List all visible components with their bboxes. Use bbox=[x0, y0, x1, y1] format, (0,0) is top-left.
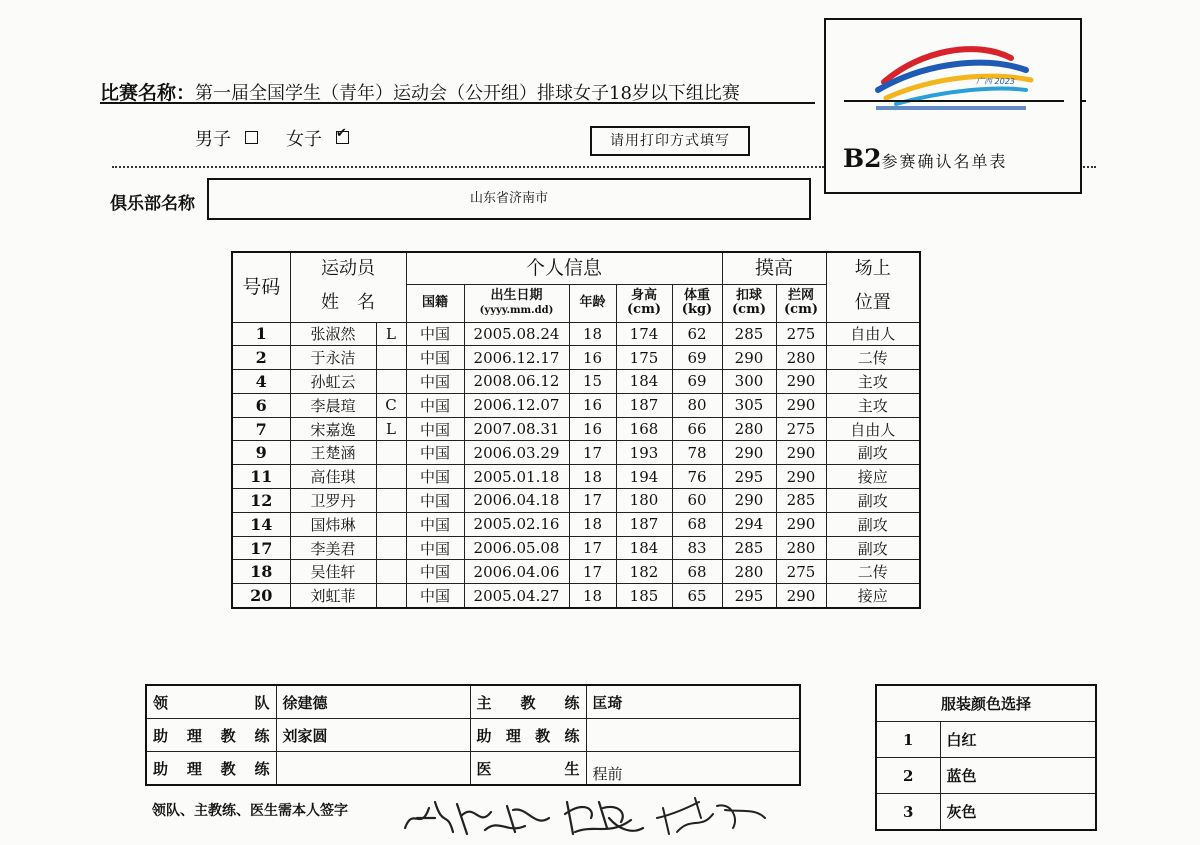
player-birth-date: 2006.04.06 bbox=[464, 560, 569, 584]
uniform-color-name[interactable]: 白红 bbox=[940, 722, 1096, 758]
uniform-color-table bbox=[875, 684, 1097, 831]
player-birth-date: 2006.03.29 bbox=[464, 441, 569, 465]
player-number: 6 bbox=[232, 393, 290, 417]
signature-doctor bbox=[657, 798, 765, 834]
label-char: 医 bbox=[476, 759, 492, 778]
header-birth: 出生日期 (yyyy.mm.dd) bbox=[464, 284, 569, 322]
header-age: 年龄 bbox=[569, 284, 616, 322]
player-block-reach: 275 bbox=[776, 322, 826, 346]
dotted-divider-right bbox=[1080, 166, 1096, 168]
logo-underline bbox=[844, 100, 1064, 102]
player-birth-date: 2006.04.18 bbox=[464, 489, 569, 513]
player-nationality: 中国 bbox=[406, 560, 464, 584]
player-spike-reach: 300 bbox=[722, 370, 776, 394]
table-row bbox=[232, 417, 920, 441]
player-name: 高佳琪 bbox=[290, 465, 376, 489]
player-height: 175 bbox=[616, 346, 672, 370]
player-name: 吴佳轩 bbox=[290, 560, 376, 584]
player-number: 17 bbox=[232, 536, 290, 560]
player-height: 182 bbox=[616, 560, 672, 584]
assistant-coach-1-value[interactable]: 刘家圆 bbox=[276, 719, 470, 752]
player-age: 15 bbox=[569, 370, 616, 394]
header-name: 姓 名 bbox=[290, 284, 406, 322]
label-char: 练 bbox=[564, 726, 580, 745]
player-spike-reach: 305 bbox=[722, 393, 776, 417]
form-title: 参赛确认名单表 bbox=[881, 152, 1008, 171]
header-nationality: 国籍 bbox=[406, 284, 464, 322]
uniform-color-number: 3 bbox=[876, 794, 940, 831]
uniform-color-options bbox=[876, 722, 1096, 831]
svg-text:广西 2023: 广西 2023 bbox=[976, 77, 1015, 86]
player-age: 18 bbox=[569, 512, 616, 536]
player-number: 14 bbox=[232, 512, 290, 536]
header-position-2: 位置 bbox=[826, 284, 920, 322]
player-number: 4 bbox=[232, 370, 290, 394]
label-char: 教 bbox=[220, 726, 236, 745]
player-birth-date: 2007.08.31 bbox=[464, 417, 569, 441]
player-nationality: 中国 bbox=[406, 370, 464, 394]
player-position: 二传 bbox=[826, 560, 920, 584]
label-char: 练 bbox=[254, 759, 270, 778]
table-row bbox=[232, 489, 920, 513]
table-row bbox=[232, 322, 920, 346]
player-role bbox=[376, 441, 406, 465]
player-role bbox=[376, 346, 406, 370]
player-nationality: 中国 bbox=[406, 584, 464, 608]
player-age: 16 bbox=[569, 393, 616, 417]
player-age: 18 bbox=[569, 465, 616, 489]
label-char: 理 bbox=[186, 726, 202, 745]
player-height: 180 bbox=[616, 489, 672, 513]
player-position: 接应 bbox=[826, 465, 920, 489]
table-row bbox=[232, 560, 920, 584]
staff-table bbox=[145, 684, 801, 786]
header-number: 号码 bbox=[232, 252, 290, 322]
player-height: 193 bbox=[616, 441, 672, 465]
female-label: 女子 bbox=[286, 129, 322, 150]
player-position: 二传 bbox=[826, 346, 920, 370]
signature-area[interactable] bbox=[395, 788, 785, 844]
table-row bbox=[232, 536, 920, 560]
player-birth-date: 2005.08.24 bbox=[464, 322, 569, 346]
player-age: 18 bbox=[569, 322, 616, 346]
player-block-reach: 280 bbox=[776, 346, 826, 370]
title-underline bbox=[100, 102, 815, 104]
player-spike-reach: 295 bbox=[722, 465, 776, 489]
label-char: 练 bbox=[564, 693, 580, 712]
player-name: 李晨瑄 bbox=[290, 393, 376, 417]
player-weight: 65 bbox=[672, 584, 722, 608]
header-athlete: 运动员 bbox=[290, 252, 406, 284]
player-name: 王楚涵 bbox=[290, 441, 376, 465]
label-char: 教 bbox=[220, 759, 236, 778]
player-spike-reach: 285 bbox=[722, 536, 776, 560]
header-position-1: 场上 bbox=[826, 252, 920, 284]
player-spike-reach: 280 bbox=[722, 417, 776, 441]
table-row bbox=[232, 512, 920, 536]
uniform-color-number: 1 bbox=[876, 722, 940, 758]
player-weight: 83 bbox=[672, 536, 722, 560]
leader-value[interactable]: 徐建德 bbox=[276, 685, 470, 719]
player-role bbox=[376, 465, 406, 489]
player-birth-date: 2006.12.07 bbox=[464, 393, 569, 417]
label-char: 主 bbox=[476, 693, 492, 712]
player-height: 174 bbox=[616, 322, 672, 346]
table-row bbox=[232, 441, 920, 465]
player-position: 接应 bbox=[826, 584, 920, 608]
player-role: C bbox=[376, 393, 406, 417]
games-logo-icon bbox=[826, 20, 1080, 130]
player-weight: 69 bbox=[672, 346, 722, 370]
header-weight: 体重 (kg) bbox=[672, 284, 722, 322]
head-coach-value[interactable]: 匡琦 bbox=[586, 685, 800, 719]
club-name-field[interactable]: 山东省济南市 bbox=[207, 178, 811, 220]
player-block-reach: 290 bbox=[776, 465, 826, 489]
player-weight: 62 bbox=[672, 322, 722, 346]
player-nationality: 中国 bbox=[406, 322, 464, 346]
player-name: 于永洁 bbox=[290, 346, 376, 370]
label-char: 领 bbox=[153, 693, 169, 712]
table-row bbox=[232, 346, 920, 370]
label-char: 教 bbox=[520, 693, 536, 712]
player-birth-date: 2006.05.08 bbox=[464, 536, 569, 560]
header-personal-info: 个人信息 bbox=[406, 252, 722, 284]
player-number: 7 bbox=[232, 417, 290, 441]
player-number: 11 bbox=[232, 465, 290, 489]
player-name: 国炜琳 bbox=[290, 512, 376, 536]
doctor-value[interactable]: 程前 bbox=[586, 752, 800, 786]
player-role bbox=[376, 584, 406, 608]
label-char: 助 bbox=[476, 726, 492, 745]
leader-label bbox=[146, 685, 276, 719]
uniform-color-row bbox=[876, 722, 1096, 758]
player-weight: 68 bbox=[672, 560, 722, 584]
player-weight: 80 bbox=[672, 393, 722, 417]
player-spike-reach: 280 bbox=[722, 560, 776, 584]
player-nationality: 中国 bbox=[406, 346, 464, 370]
player-weight: 69 bbox=[672, 370, 722, 394]
label-char: 助 bbox=[153, 726, 169, 745]
player-birth-date: 2005.02.16 bbox=[464, 512, 569, 536]
roster-body bbox=[232, 322, 920, 608]
player-height: 184 bbox=[616, 536, 672, 560]
player-role: L bbox=[376, 417, 406, 441]
player-number: 18 bbox=[232, 560, 290, 584]
player-weight: 66 bbox=[672, 417, 722, 441]
player-height: 184 bbox=[616, 370, 672, 394]
player-birth-date: 2008.06.12 bbox=[464, 370, 569, 394]
print-note-box: 请用打印方式填写 bbox=[590, 126, 750, 156]
dotted-divider-left bbox=[112, 166, 824, 168]
doctor-label bbox=[470, 752, 586, 786]
player-spike-reach: 295 bbox=[722, 584, 776, 608]
player-position: 副攻 bbox=[826, 489, 920, 513]
gender-selection bbox=[195, 125, 377, 151]
player-number: 20 bbox=[232, 584, 290, 608]
label-char: 教 bbox=[535, 726, 551, 745]
header-reach: 摸高 bbox=[722, 252, 826, 284]
player-age: 17 bbox=[569, 536, 616, 560]
player-nationality: 中国 bbox=[406, 536, 464, 560]
player-block-reach: 275 bbox=[776, 417, 826, 441]
player-role: L bbox=[376, 322, 406, 346]
player-name: 张淑然 bbox=[290, 322, 376, 346]
player-age: 16 bbox=[569, 346, 616, 370]
player-spike-reach: 290 bbox=[722, 441, 776, 465]
player-age: 17 bbox=[569, 489, 616, 513]
player-name: 卫罗丹 bbox=[290, 489, 376, 513]
player-height: 185 bbox=[616, 584, 672, 608]
player-height: 168 bbox=[616, 417, 672, 441]
player-number: 12 bbox=[232, 489, 290, 513]
competition-title-value: 第一届全国学生（青年）运动会（公开组）排球女子18岁以下组比赛 bbox=[195, 83, 740, 104]
player-nationality: 中国 bbox=[406, 417, 464, 441]
uniform-color-number: 2 bbox=[876, 758, 940, 794]
assistant-coach-1-label bbox=[146, 719, 276, 752]
player-nationality: 中国 bbox=[406, 393, 464, 417]
label-char: 队 bbox=[254, 693, 270, 712]
player-position: 主攻 bbox=[826, 393, 920, 417]
player-position: 自由人 bbox=[826, 322, 920, 346]
player-role bbox=[376, 536, 406, 560]
player-number: 1 bbox=[232, 322, 290, 346]
player-block-reach: 290 bbox=[776, 370, 826, 394]
player-block-reach: 290 bbox=[776, 584, 826, 608]
player-position: 自由人 bbox=[826, 417, 920, 441]
player-position: 副攻 bbox=[826, 441, 920, 465]
player-weight: 76 bbox=[672, 465, 722, 489]
player-block-reach: 290 bbox=[776, 441, 826, 465]
header-block: 拦网 (cm) bbox=[776, 284, 826, 322]
player-role bbox=[376, 512, 406, 536]
table-row bbox=[232, 370, 920, 394]
assistant-coach-label-right bbox=[470, 719, 586, 752]
male-label: 男子 bbox=[195, 129, 231, 150]
player-name: 孙虹云 bbox=[290, 370, 376, 394]
header-spike: 扣球 (cm) bbox=[722, 284, 776, 322]
player-name: 李美君 bbox=[290, 536, 376, 560]
player-spike-reach: 285 bbox=[722, 322, 776, 346]
player-position: 副攻 bbox=[826, 512, 920, 536]
label-char: 助 bbox=[153, 759, 169, 778]
player-age: 17 bbox=[569, 441, 616, 465]
signature-head-coach bbox=[565, 802, 643, 834]
head-coach-label bbox=[470, 685, 586, 719]
uniform-color-name[interactable]: 灰色 bbox=[940, 794, 1096, 831]
female-checkbox[interactable] bbox=[336, 131, 349, 144]
player-role bbox=[376, 560, 406, 584]
player-spike-reach: 294 bbox=[722, 512, 776, 536]
club-name-label: 俱乐部名称 bbox=[110, 194, 195, 214]
assistant-coach-right-value[interactable] bbox=[586, 719, 800, 752]
player-height: 187 bbox=[616, 393, 672, 417]
competition-title bbox=[100, 78, 740, 105]
player-role bbox=[376, 489, 406, 513]
player-block-reach: 280 bbox=[776, 536, 826, 560]
player-birth-date: 2006.12.17 bbox=[464, 346, 569, 370]
player-birth-date: 2005.04.27 bbox=[464, 584, 569, 608]
player-spike-reach: 290 bbox=[722, 489, 776, 513]
player-weight: 60 bbox=[672, 489, 722, 513]
competition-title-label: 比赛名称： bbox=[100, 82, 196, 104]
player-weight: 68 bbox=[672, 512, 722, 536]
table-row bbox=[232, 465, 920, 489]
assistant-coach-2-value[interactable] bbox=[276, 752, 470, 786]
table-row bbox=[232, 584, 920, 608]
uniform-color-title: 服装颜色选择 bbox=[876, 685, 1096, 722]
uniform-color-row bbox=[876, 794, 1096, 831]
assistant-coach-2-label bbox=[146, 752, 276, 786]
signature-leader bbox=[405, 802, 549, 834]
male-checkbox[interactable] bbox=[245, 131, 258, 144]
player-block-reach: 285 bbox=[776, 489, 826, 513]
form-code: B2 bbox=[843, 144, 882, 173]
player-name: 宋嘉逸 bbox=[290, 417, 376, 441]
player-block-reach: 290 bbox=[776, 512, 826, 536]
player-role bbox=[376, 370, 406, 394]
player-nationality: 中国 bbox=[406, 465, 464, 489]
player-weight: 78 bbox=[672, 441, 722, 465]
player-position: 副攻 bbox=[826, 536, 920, 560]
signature-label: 领队、主教练、医生需本人签字 bbox=[152, 803, 348, 819]
player-block-reach: 290 bbox=[776, 393, 826, 417]
header-height: 身高 (cm) bbox=[616, 284, 672, 322]
player-number: 9 bbox=[232, 441, 290, 465]
player-block-reach: 275 bbox=[776, 560, 826, 584]
player-spike-reach: 290 bbox=[722, 346, 776, 370]
player-height: 187 bbox=[616, 512, 672, 536]
player-nationality: 中国 bbox=[406, 489, 464, 513]
label-char: 练 bbox=[254, 726, 270, 745]
roster-table bbox=[231, 251, 921, 609]
player-age: 16 bbox=[569, 417, 616, 441]
label-char: 理 bbox=[505, 726, 521, 745]
player-birth-date: 2005.01.18 bbox=[464, 465, 569, 489]
form-code-title bbox=[843, 144, 1008, 173]
player-age: 17 bbox=[569, 560, 616, 584]
table-row bbox=[232, 393, 920, 417]
player-position: 主攻 bbox=[826, 370, 920, 394]
player-height: 194 bbox=[616, 465, 672, 489]
player-name: 刘虹菲 bbox=[290, 584, 376, 608]
player-nationality: 中国 bbox=[406, 512, 464, 536]
uniform-color-row bbox=[876, 758, 1096, 794]
label-char: 理 bbox=[186, 759, 202, 778]
player-number: 2 bbox=[232, 346, 290, 370]
player-age: 18 bbox=[569, 584, 616, 608]
player-nationality: 中国 bbox=[406, 441, 464, 465]
label-char: 生 bbox=[564, 759, 580, 778]
uniform-color-name[interactable]: 蓝色 bbox=[940, 758, 1096, 794]
